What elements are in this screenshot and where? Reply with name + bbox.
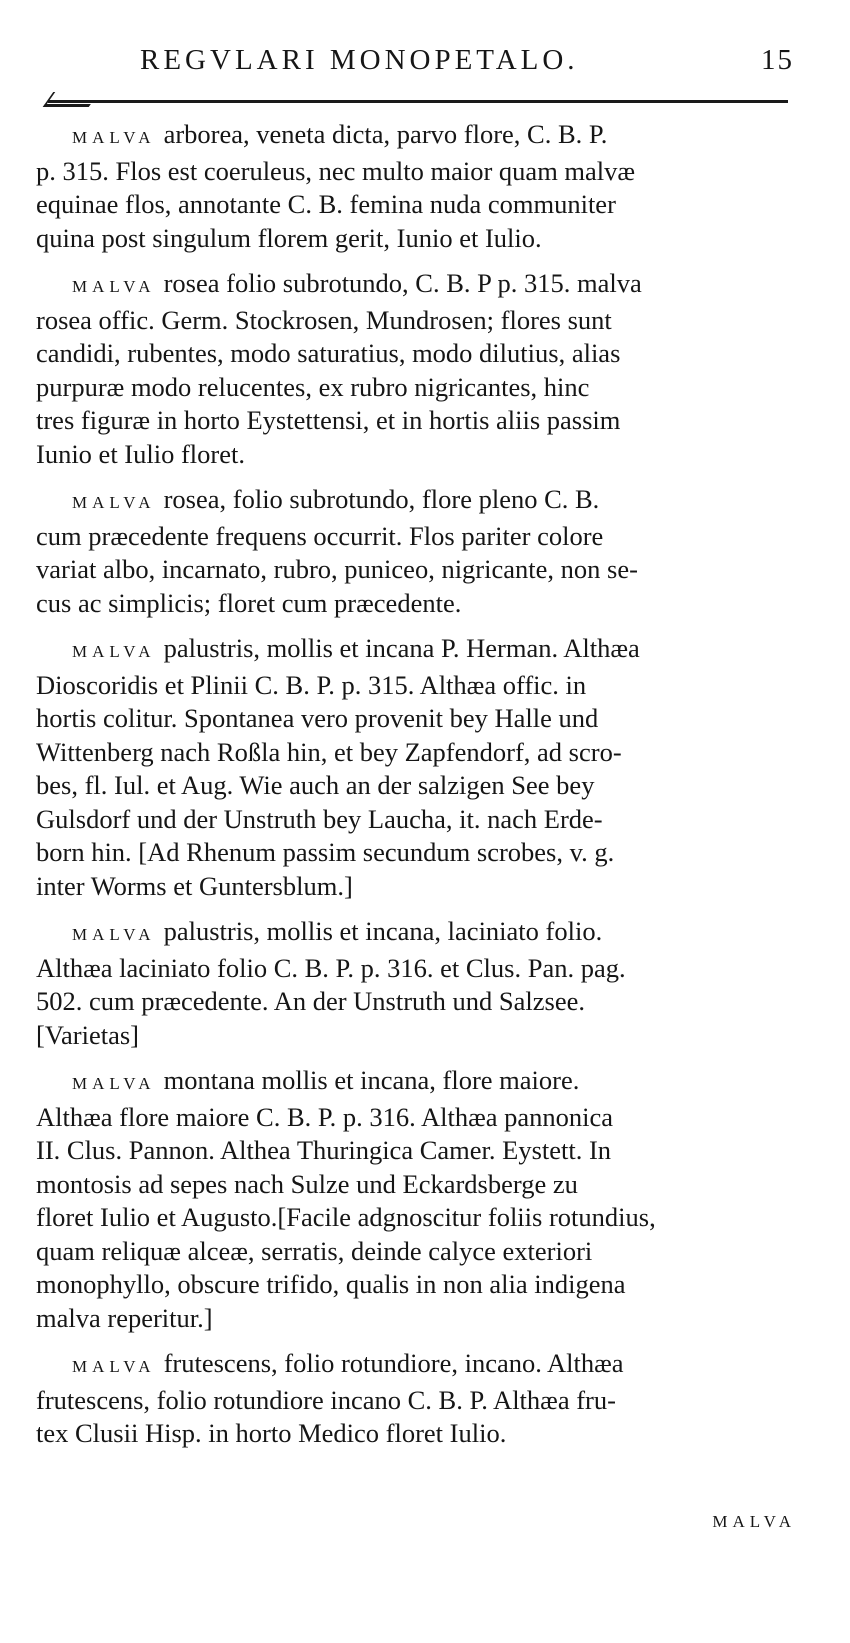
line-text: equinae flos, annotante C. B. femina nuda communiter: [36, 189, 616, 219]
text-line: [36, 1168, 804, 1202]
line-text: 502. cum præcedente. An der Unstruth und Salzsee.: [36, 986, 586, 1016]
catchword: MALVA: [712, 1512, 796, 1531]
text-line: [36, 337, 804, 371]
text-line: [36, 1134, 804, 1168]
entry-lemma: MALVA: [72, 1357, 156, 1376]
text-line: [36, 188, 804, 222]
malva-entry: [36, 632, 804, 903]
text-line: [36, 1268, 804, 1302]
text-line: [36, 669, 804, 703]
line-text: tex Clusii Hisp. in horto Medico floret Iulio.: [36, 1418, 507, 1448]
line-text: Wittenberg nach Roßla hin, et bey Zapfendorf, ad scro-: [36, 736, 622, 767]
line-text: II. Clus. Pannon. Althea Thuringica Camer. Eystett. In: [36, 1135, 612, 1165]
text-line: [36, 1347, 804, 1384]
text-line: [36, 1384, 804, 1418]
line-text: candidi, rubentes, modo saturatius, modo dilutius, alias: [36, 338, 621, 368]
line-text: arborea, veneta dicta, parvo flore, C. B. P.: [163, 119, 608, 149]
entry-lemma: MALVA: [72, 925, 156, 944]
line-text: inter Worms et Guntersblum.]: [36, 870, 353, 901]
malva-entry: [36, 1347, 804, 1451]
entry-lemma: MALVA: [72, 642, 156, 661]
text-line: [36, 438, 804, 472]
line-text: tres figuræ in horto Eystettensi, et in hortis aliis passim: [36, 405, 621, 435]
text-line: [36, 870, 804, 904]
page-number: 15: [761, 44, 794, 76]
text-line: [36, 1019, 804, 1053]
line-text: hortis colitur. Spontanea vero provenit bey Halle und: [36, 703, 599, 733]
text-line: [36, 1101, 804, 1135]
line-text: Dioscoridis et Plinii C. B. P. p. 315. Althæa offic. in: [36, 669, 587, 700]
malva-entry: [36, 1064, 804, 1335]
line-text: malva reperitur.]: [36, 1302, 213, 1333]
entry-lemma: MALVA: [72, 128, 156, 147]
line-text: variat albo, incarnato, rubro, puniceo, nigricante, non se-: [36, 554, 638, 584]
line-text: rosea offic. Germ. Stockrosen, Mundrosen; flores sunt: [36, 304, 612, 335]
entry-lemma: MALVA: [72, 493, 156, 512]
entry-lemma: MALVA: [72, 1074, 156, 1093]
line-text: p. 315. Flos est coeruleus, nec multo maior quam malvæ: [36, 155, 636, 186]
line-text: [Varietas]: [36, 1019, 139, 1050]
text-line: [36, 1417, 804, 1451]
line-text: floret Iulio et Augusto.[Facile adgnoscitur foliis rotundius,: [36, 1202, 656, 1232]
entry-lemma: MALVA: [72, 277, 156, 296]
text-line: [36, 836, 804, 870]
text-line: [36, 118, 804, 155]
text-line: [36, 553, 804, 587]
line-text: Althæa flore maiore C. B. P. p. 316. Althæa pannonica: [36, 1101, 614, 1132]
line-text: quam reliquæ alceæ, serratis, deinde calyce exteriori: [36, 1235, 593, 1266]
malva-entry: [36, 483, 804, 620]
line-text: cum præcedente frequens occurrit. Flos pariter colore: [36, 520, 604, 551]
malva-entry: [36, 118, 804, 255]
line-text: Iunio et Iulio floret.: [36, 438, 245, 469]
malva-entry: [36, 915, 804, 1052]
line-text: palustris, mollis et incana P. Herman. Althæa: [163, 633, 640, 663]
line-text: Althæa laciniato folio C. B. P. p. 316. et Clus. Pan. pag.: [36, 952, 626, 983]
text-line: [36, 587, 804, 621]
text-line: [36, 155, 804, 189]
line-text: born hin. [Ad Rhenum passim secundum scrobes, v. g.: [36, 837, 615, 867]
text-line: [36, 632, 804, 669]
text-line: [36, 222, 804, 256]
line-text: frutescens, folio rotundiore, incano. Althæa: [163, 1348, 624, 1378]
text-line: [36, 483, 804, 520]
text-line: [36, 1064, 804, 1101]
text-body: [36, 118, 804, 1463]
line-text: monophyllo, obscure trifido, qualis in non alia indigena: [36, 1269, 626, 1299]
text-line: [36, 915, 804, 952]
text-line: [36, 520, 804, 554]
line-text: Gulsdorf und der Unstruth bey Laucha, it. nach Erde-: [36, 803, 603, 834]
text-line: [36, 702, 804, 736]
text-line: [36, 736, 804, 770]
line-text: purpuræ modo relucentes, ex rubro nigricantes, hinc: [36, 371, 590, 402]
running-title: REGVLARI MONOPETALO.: [140, 44, 579, 76]
line-text: rosea folio subrotundo, C. B. P p. 315. malva: [163, 268, 642, 298]
line-text: montosis ad sepes nach Sulze und Eckardsberge zu: [36, 1168, 578, 1199]
text-line: [36, 404, 804, 438]
line-text: cus ac simplicis; floret cum præcedente.: [36, 587, 462, 618]
text-line: [36, 1201, 804, 1235]
line-text: bes, fl. Iul. et Aug. Wie auch an der salzigen See bey: [36, 770, 595, 800]
text-line: [36, 267, 804, 304]
line-text: palustris, mollis et incana, laciniato folio.: [163, 916, 603, 946]
text-line: [36, 985, 804, 1019]
line-text: frutescens, folio rotundiore incano C. B. P. Althæa fru-: [36, 1384, 616, 1415]
text-line: [36, 371, 804, 405]
text-line: [36, 803, 804, 837]
text-line: [36, 952, 804, 986]
text-line: [36, 769, 804, 803]
header-rule: [48, 100, 788, 103]
line-text: quina post singulum florem gerit, Iunio et Iulio.: [36, 222, 542, 253]
text-line: [36, 1235, 804, 1269]
line-text: montana mollis et incana, flore maiore.: [163, 1065, 580, 1095]
text-line: [36, 304, 804, 338]
malva-entry: [36, 267, 804, 471]
line-text: rosea, folio subrotundo, flore pleno C. B.: [163, 484, 600, 514]
text-line: [36, 1302, 804, 1336]
